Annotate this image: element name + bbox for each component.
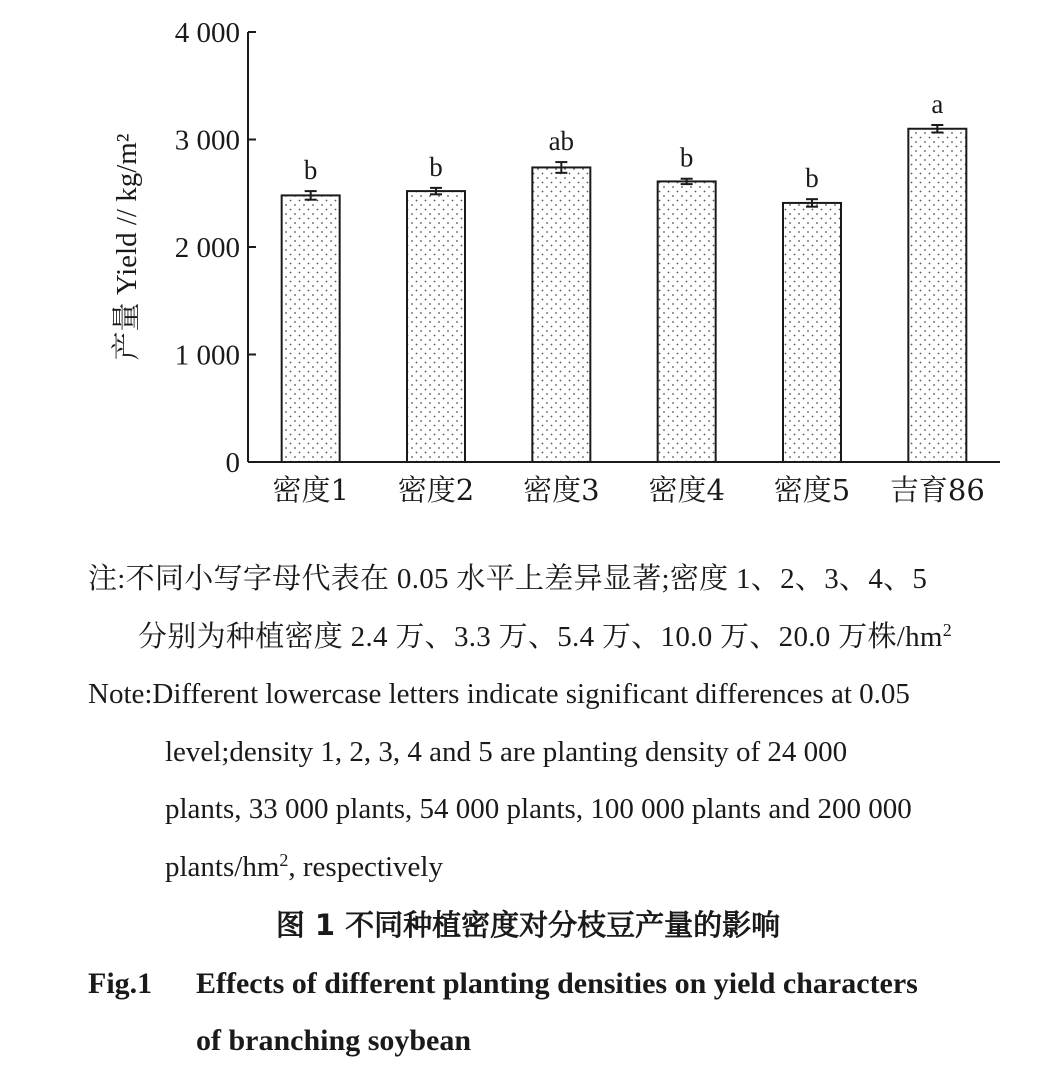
note-zh-line-2-text: 分别为种植密度 2.4 万、3.3 万、5.4 万、10.0 万、20.0 万株/hm	[138, 621, 943, 653]
significance-label: b	[805, 163, 819, 194]
category-label: 密度1	[272, 473, 349, 507]
bars	[272, 89, 984, 507]
y-tick-label: 4 000	[174, 17, 240, 49]
y-tick-label: 0	[225, 447, 240, 479]
note-en-line-4	[165, 848, 1056, 889]
y-tick-label: 1 000	[174, 339, 240, 372]
category-label: 密度4	[648, 473, 725, 507]
note-en-line-2: level;density 1, 2, 3, 4 and 5 are planting density of 24 000	[165, 736, 848, 768]
y-tick-label: 2 000	[174, 232, 240, 264]
note-zh-line-1: 注:不同小写字母代表在 0.05 水平上差异显著;密度 1、2、3、4、5	[88, 563, 928, 595]
note-en-line-4-superscript: 2	[279, 850, 289, 871]
significance-label: a	[931, 88, 944, 119]
figure-caption-en-line-2: of branching soybean	[196, 1024, 472, 1057]
category-label: 密度3	[523, 473, 600, 507]
note-zh-line-2-superscript: 2	[942, 620, 953, 641]
bar	[908, 129, 966, 462]
category-label: 密度2	[397, 473, 475, 507]
category-label: 吉育86	[889, 473, 985, 507]
figure-caption-zh: 图 1 不同种植密度对分枝豆产量的影响	[275, 908, 781, 942]
y-axis	[175, 17, 256, 479]
note-en-line-3: plants, 33 000 plants, 54 000 plants, 100 000 plants and 200 000	[165, 793, 912, 825]
figure-caption-en-line-1	[88, 964, 918, 1004]
note-en-line-4-text: plants/hm	[165, 851, 280, 883]
y-tick-label: 3 000	[174, 124, 240, 157]
bar	[783, 203, 841, 462]
note-en-line-4-tail: , respectively	[288, 851, 443, 883]
bar	[407, 191, 465, 462]
significance-label: b	[303, 155, 318, 186]
figure-number: Fig.1	[88, 967, 153, 1000]
significance-label: ab	[548, 126, 575, 157]
category-label: 密度5	[773, 473, 851, 507]
note-zh-line-2	[138, 618, 1056, 659]
figure-caption-en-text-1: Effects of different planting densities on yield characters	[196, 967, 918, 1000]
note-en-line-1: Note:Different lowercase letters indicate significant differences at 0.05	[88, 678, 910, 710]
bar	[658, 181, 716, 462]
bar	[532, 167, 590, 462]
significance-label: b	[679, 142, 694, 173]
bar	[282, 195, 340, 462]
y-axis-label: 产量 Yield // kg/m²	[111, 133, 143, 361]
significance-label: b	[429, 151, 443, 182]
